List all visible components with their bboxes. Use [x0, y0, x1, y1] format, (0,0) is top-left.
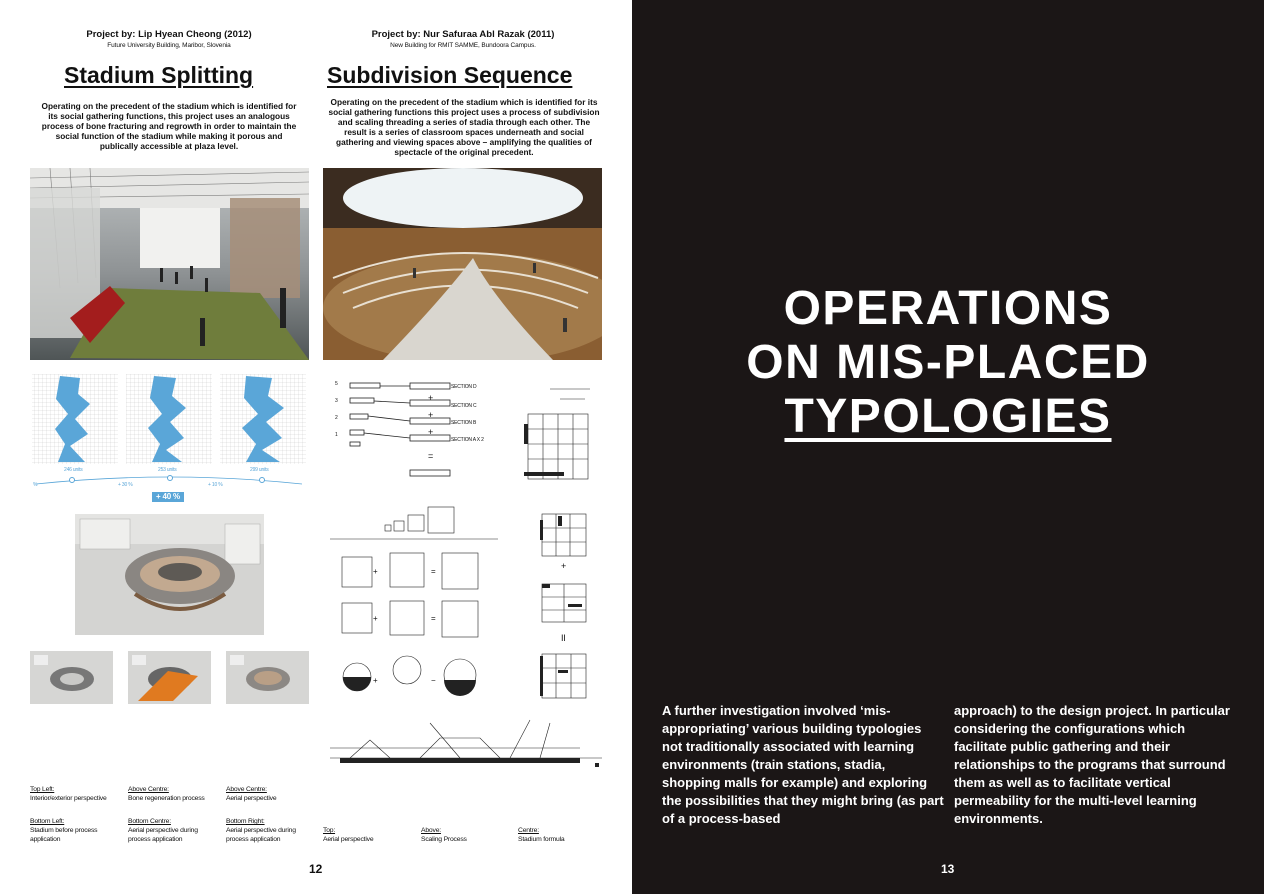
parallel-sign: II [561, 633, 566, 643]
equals-sign-1: = [428, 451, 434, 461]
caption-top-left-text: Interior/exterior perspective [30, 795, 107, 802]
caption-top-text: Aerial perspective [323, 836, 374, 843]
units-label-3: 299 units [250, 467, 269, 473]
caption-bottom-centre-text: Aerial perspective during [128, 827, 198, 834]
project1-title: Stadium Splitting [64, 62, 254, 88]
minus-sign: − [431, 676, 436, 685]
section-num-5: 5 [335, 381, 338, 387]
plus-sign-3: + [428, 427, 434, 437]
project2-building: New Building for RMIT SAMME, Bundoora Campus. [390, 42, 536, 49]
caption-above [421, 826, 467, 844]
caption-above-centre-2 [226, 785, 276, 803]
caption-bottom-right-text: Aerial perspective during [226, 827, 296, 834]
interior-perspective-image [30, 168, 309, 360]
plus-sign-7: + [561, 561, 567, 571]
plus-sign-2: + [428, 410, 434, 420]
caption-top-heading: Top: [323, 827, 336, 834]
percent-a-label: + 30 % [118, 482, 133, 488]
equals-sign-3: = [431, 614, 436, 623]
project1-description: Operating on the precedent of the stadium which is identified for its social gathering functions, this project uses an analogous process of bone fracturing and regrowth in order to maintain the social function of the stadium while making it porous and publically accessible at plaza level. [41, 101, 297, 151]
caption-top-left [30, 785, 107, 803]
caption-bottom-left [30, 817, 97, 844]
section-d-label: SECTION D [451, 384, 477, 390]
section-title [632, 282, 1264, 444]
project1-building: Future University Building, Maribor, Slovenia [107, 42, 231, 49]
project1-credit-block [24, 29, 314, 50]
section-num-2: 2 [335, 415, 338, 421]
plus-sign-1: + [428, 393, 434, 403]
caption-above-text: Scaling Process [421, 836, 467, 843]
percent-start-label: % [33, 482, 38, 488]
page-number-right: 13 [941, 862, 955, 876]
section-a-label: SECTION A X 2 [451, 437, 484, 443]
section-b-label: SECTION B [451, 420, 477, 426]
page-number-left: 12 [309, 862, 323, 876]
caption-bottom-left-text2: application [30, 836, 61, 843]
project1-credit: Project by: Lip Hyean Cheong (2012) [86, 29, 252, 40]
body-text-column-1: A further investigation involved ‘mis-appropriating’ various building typologies not traditionally associated with learning environments (train stations, stadia, shopping malls for example) and exploring the possibilities that they might bring (as part of a process-based [662, 703, 944, 826]
right-page [632, 0, 1264, 894]
caption-bottom-centre-heading: Bottom Centre: [128, 818, 171, 825]
scaling-process-diagram [340, 378, 480, 484]
section-num-1: 1 [335, 432, 338, 438]
process-application-image-2 [226, 651, 309, 704]
plus-sign-5: + [373, 614, 378, 623]
caption-top-left-heading: Top Left: [30, 786, 55, 793]
project2-credit-block [318, 29, 608, 50]
caption-bottom-left-heading: Bottom Left: [30, 818, 65, 825]
plus-sign-4: + [373, 567, 378, 576]
caption-bottom-right-heading: Bottom Right: [226, 818, 265, 825]
aerial-model-image [75, 514, 264, 635]
stadium-formula-diagram [330, 505, 500, 705]
units-label-2: 253 units [158, 467, 177, 473]
section-title-line2: ON MIS-PLACED [746, 336, 1150, 389]
caption-centre-text: Stadium formula [518, 836, 565, 843]
plus-sign-6: + [373, 676, 378, 685]
section-diagram-mid-1 [538, 510, 590, 560]
caption-centre [518, 826, 565, 844]
caption-above-centre-2-text: Aerial perspective [226, 795, 277, 802]
caption-bottom-right-text2: process application [226, 836, 281, 843]
caption-above-centre-2-heading: Above Centre: [226, 786, 267, 793]
caption-bottom-right [226, 817, 296, 844]
caption-bottom-left-text: Stadium before process [30, 827, 98, 834]
section-diagram-mid-3 [538, 650, 590, 702]
section-num-3: 3 [335, 398, 338, 404]
project2-title: Subdivision Sequence [327, 62, 573, 88]
project2-credit: Project by: Nur Safuraa Abl Razak (2011) [371, 29, 555, 40]
project2-description: Operating on the precedent of the stadium which is identified for its social gathering functions this project uses a process of subdivision and scaling threading a series of stadia through each other. The result is a series of classroom spaces underneath and social gathering and viewing spaces above – amplifying the qualities of spectacle of the original precedent. [328, 97, 600, 157]
section-diagram-top [520, 384, 602, 484]
percent-b-label: + 10 % [208, 482, 223, 488]
caption-top [323, 826, 373, 844]
caption-bottom-centre-text2: process application [128, 836, 183, 843]
caption-above-centre-1-text: Bone regeneration process [128, 795, 205, 802]
long-section-diagram [330, 718, 602, 774]
caption-centre-heading: Centre: [518, 827, 539, 834]
caption-bottom-centre [128, 817, 198, 844]
body-text-column-2: approach) to the design project. In particular considering the configurations which facilitate public gathering and their relationships to the programs that surround them as well as to facilitate vertical permeability for the multi-level learning environments. [954, 703, 1230, 826]
section-title-line1: OPERATIONS [783, 282, 1113, 335]
percent-total-badge: + 40 % [152, 492, 184, 502]
aerial-perspective-image [323, 168, 602, 360]
equals-sign-2: = [431, 567, 436, 576]
process-application-image-1 [128, 651, 211, 704]
caption-above-centre-1-heading: Above Centre: [128, 786, 169, 793]
units-label-1: 246 units [64, 467, 83, 473]
section-c-label: SECTION C [451, 403, 477, 409]
caption-above-heading: Above: [421, 827, 441, 834]
caption-above-centre-1 [128, 785, 205, 803]
section-diagram-mid-2 [538, 580, 590, 626]
section-title-line3: TYPOLOGIES [784, 390, 1112, 443]
stadium-before-image [30, 651, 113, 704]
